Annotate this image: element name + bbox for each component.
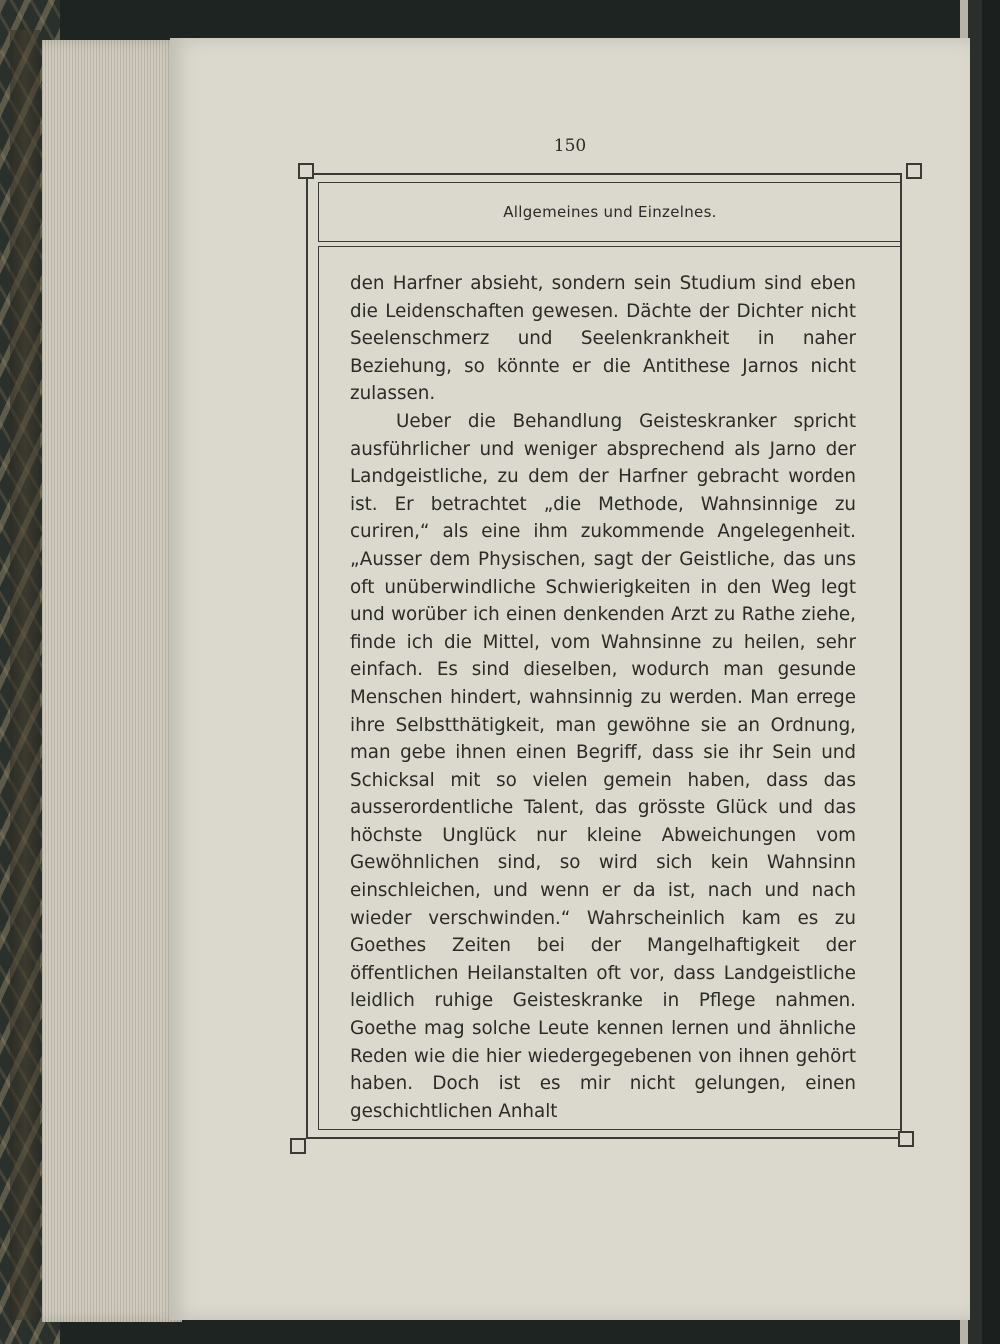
frame-corner-top-left <box>298 163 314 179</box>
paragraph: Ueber die Behandlung Geisteskranker spricht ausführlicher und weniger absprechend als Jarno der Landgeistliche, zu dem der Harfner gebracht worden ist. Er betrachtet „die Methode, Wahnsinnige zu curiren,“ als eine ihm zukommende Angelegenheit. „Ausser dem Physischen, sagt der Geistliche, das uns oft unüberwindliche Schwierigkeiten in den Weg legt und worüber ich einen denkenden Arzt zu Rathe ziehe, finde ich die Mittel, vom Wahnsinne zu heilen, sehr einfach. Es sind dieselben, wodurch man gesunde Menschen hindert, wahnsinnig zu werden. Man errege ihre Selbstthätigkeit, man gewöhne sie an Ordnung, man gebe ihnen einen Begriff, dass sie ihr Sein und Schicksal mit so vielen gemein haben, dass das ausserordentliche Talent, das grösste Glück und das höchste Unglück nur kleine Abweichungen vom Gewöhnlichen sind, so wird sich kein Wahnsinn einschleichen, und wenn er da ist, nach und nach wieder verschwinden.“ Wahrscheinlich kam es zu Goethes Zeiten bei der Mangelhaftigkeit der öffentlichen Heilanstalten oft vor, dass Landgeistliche leidlich ruhige Geisteskranke in Pflege nahmen. Goethe mag solche Leute kennen lernen und ähnliche Reden wie die hier wiedergegebenen von ihnen gehört haben. Doch ist es mir nicht gelungen, einen geschichtlichen Anhalt <box>350 410 856 1122</box>
running-head-box <box>318 182 902 242</box>
running-head: Allgemeines und Einzelnes. <box>503 203 717 221</box>
page-number: 150 <box>553 136 587 156</box>
body-text <box>350 270 856 1125</box>
paragraph: den Harfner absieht, sondern sein Studium sind eben die Leidenschaften gewesen. Dächte der Dichter nicht Seelenschmerz und Seelenkrankheit in naher Beziehung, so könnte er die Antithese Jarnos nicht zulassen. <box>350 273 856 405</box>
cover-binding <box>10 30 40 1320</box>
page-edges <box>42 40 182 1322</box>
book-page <box>170 38 970 1320</box>
frame-corner-bottom-left <box>290 1138 306 1154</box>
frame-corner-bottom-right <box>898 1131 914 1147</box>
frame-corner-top-right <box>906 163 922 179</box>
